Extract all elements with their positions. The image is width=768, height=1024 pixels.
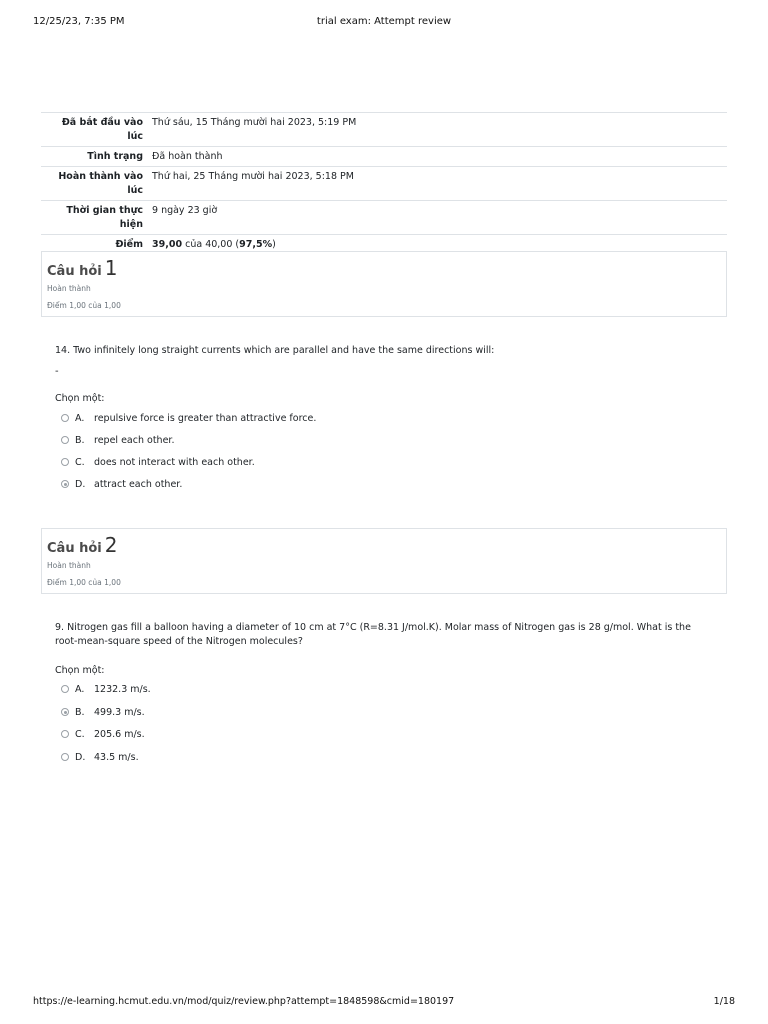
radio-button-selected[interactable] xyxy=(61,480,69,488)
answer-option[interactable] xyxy=(61,455,255,469)
option-letter: B. xyxy=(75,706,85,718)
question-number: 2 xyxy=(104,533,118,557)
summary-row-state xyxy=(41,147,727,167)
summary-value: Đã hoàn thành xyxy=(149,147,727,167)
question-grade: Điểm 1,00 của 1,00 xyxy=(47,578,121,587)
option-text: repulsive force is greater than attractive force. xyxy=(94,412,317,424)
summary-label: Thời gian thực hiện xyxy=(41,201,149,235)
option-letter: A. xyxy=(75,683,85,695)
radio-button[interactable] xyxy=(61,753,69,761)
radio-button[interactable] xyxy=(61,730,69,738)
option-text: attract each other. xyxy=(94,478,183,490)
question-title: Câu hỏi 1 xyxy=(47,256,118,280)
radio-button[interactable] xyxy=(61,458,69,466)
summary-row-started xyxy=(41,113,727,147)
answer-option[interactable] xyxy=(61,477,182,491)
answer-prompt: Chọn một: xyxy=(55,665,105,676)
option-text: 1232.3 m/s. xyxy=(94,683,151,695)
option-text: 205.6 m/s. xyxy=(94,728,145,740)
print-datetime: 12/25/23, 7:35 PM xyxy=(33,16,125,27)
summary-label: Đã bắt đầu vào lúc xyxy=(41,113,149,147)
question-text: 9. Nitrogen gas fill a balloon having a diameter of 10 cm at 7°C (R=8.31 J/mol.K). Molar mass of Nitrogen gas is 28 g/mol. What is the root-mean-square speed of the Nitrogen molecules? xyxy=(55,622,691,647)
answer-option[interactable] xyxy=(61,411,316,425)
option-text: does not interact with each other. xyxy=(94,456,255,468)
option-text: repel each other. xyxy=(94,434,175,446)
answer-option[interactable] xyxy=(61,705,145,719)
question-info-box xyxy=(41,528,727,594)
page-title: trial exam: Attempt review xyxy=(316,16,452,27)
grade-of-text: của xyxy=(185,239,203,250)
grade-percent: 97,5 xyxy=(239,239,263,250)
summary-grade-value: 39,00 của 40,00 (97,5%) xyxy=(149,235,727,255)
summary-value: Thứ sáu, 15 Tháng mười hai 2023, 5:19 PM xyxy=(149,113,727,147)
page-number: 1/18 xyxy=(713,996,735,1007)
answer-option[interactable] xyxy=(61,433,174,447)
option-text: 499.3 m/s. xyxy=(94,706,145,718)
page-url: https://e-learning.hcmut.edu.vn/mod/quiz/review.php?attempt=1848598&cmid=180197 xyxy=(33,996,455,1007)
summary-label: Tình trạng xyxy=(41,147,149,167)
answer-option[interactable] xyxy=(61,750,139,764)
summary-label: Điểm xyxy=(41,235,149,255)
summary-label: Hoàn thành vào lúc xyxy=(41,167,149,201)
option-letter: D. xyxy=(75,478,86,490)
answer-option[interactable] xyxy=(61,727,145,741)
attempt-summary-table xyxy=(41,112,727,255)
option-letter: A. xyxy=(75,412,85,424)
answer-prompt: Chọn một: xyxy=(55,393,105,404)
question-info-box xyxy=(41,251,727,317)
radio-button[interactable] xyxy=(61,414,69,422)
summary-value: 9 ngày 23 giờ xyxy=(149,201,727,235)
option-letter: B. xyxy=(75,434,85,446)
summary-row-completed xyxy=(41,167,727,201)
question-grade: Điểm 1,00 của 1,00 xyxy=(47,301,121,310)
question-number: 1 xyxy=(104,256,118,280)
radio-button-selected[interactable] xyxy=(61,708,69,716)
grade-score: 39,00 xyxy=(152,239,183,250)
option-letter: C. xyxy=(75,456,85,468)
question-state: Hoàn thành xyxy=(47,561,91,570)
question-state: Hoàn thành xyxy=(47,284,91,293)
option-letter: C. xyxy=(75,728,85,740)
summary-row-time-taken xyxy=(41,201,727,235)
answer-option[interactable] xyxy=(61,682,151,696)
option-text: 43.5 m/s. xyxy=(94,751,139,763)
option-letter: D. xyxy=(75,751,86,763)
grade-max: 40,00 xyxy=(205,239,233,250)
question-text: 14. Two infinitely long straight currents which are parallel and have the same directions will: xyxy=(55,345,495,356)
question-title: Câu hỏi 2 xyxy=(47,533,118,557)
radio-button[interactable] xyxy=(61,685,69,693)
question-extra: - xyxy=(55,366,59,377)
radio-button[interactable] xyxy=(61,436,69,444)
summary-value: Thứ hai, 25 Tháng mười hai 2023, 5:18 PM xyxy=(149,167,727,201)
